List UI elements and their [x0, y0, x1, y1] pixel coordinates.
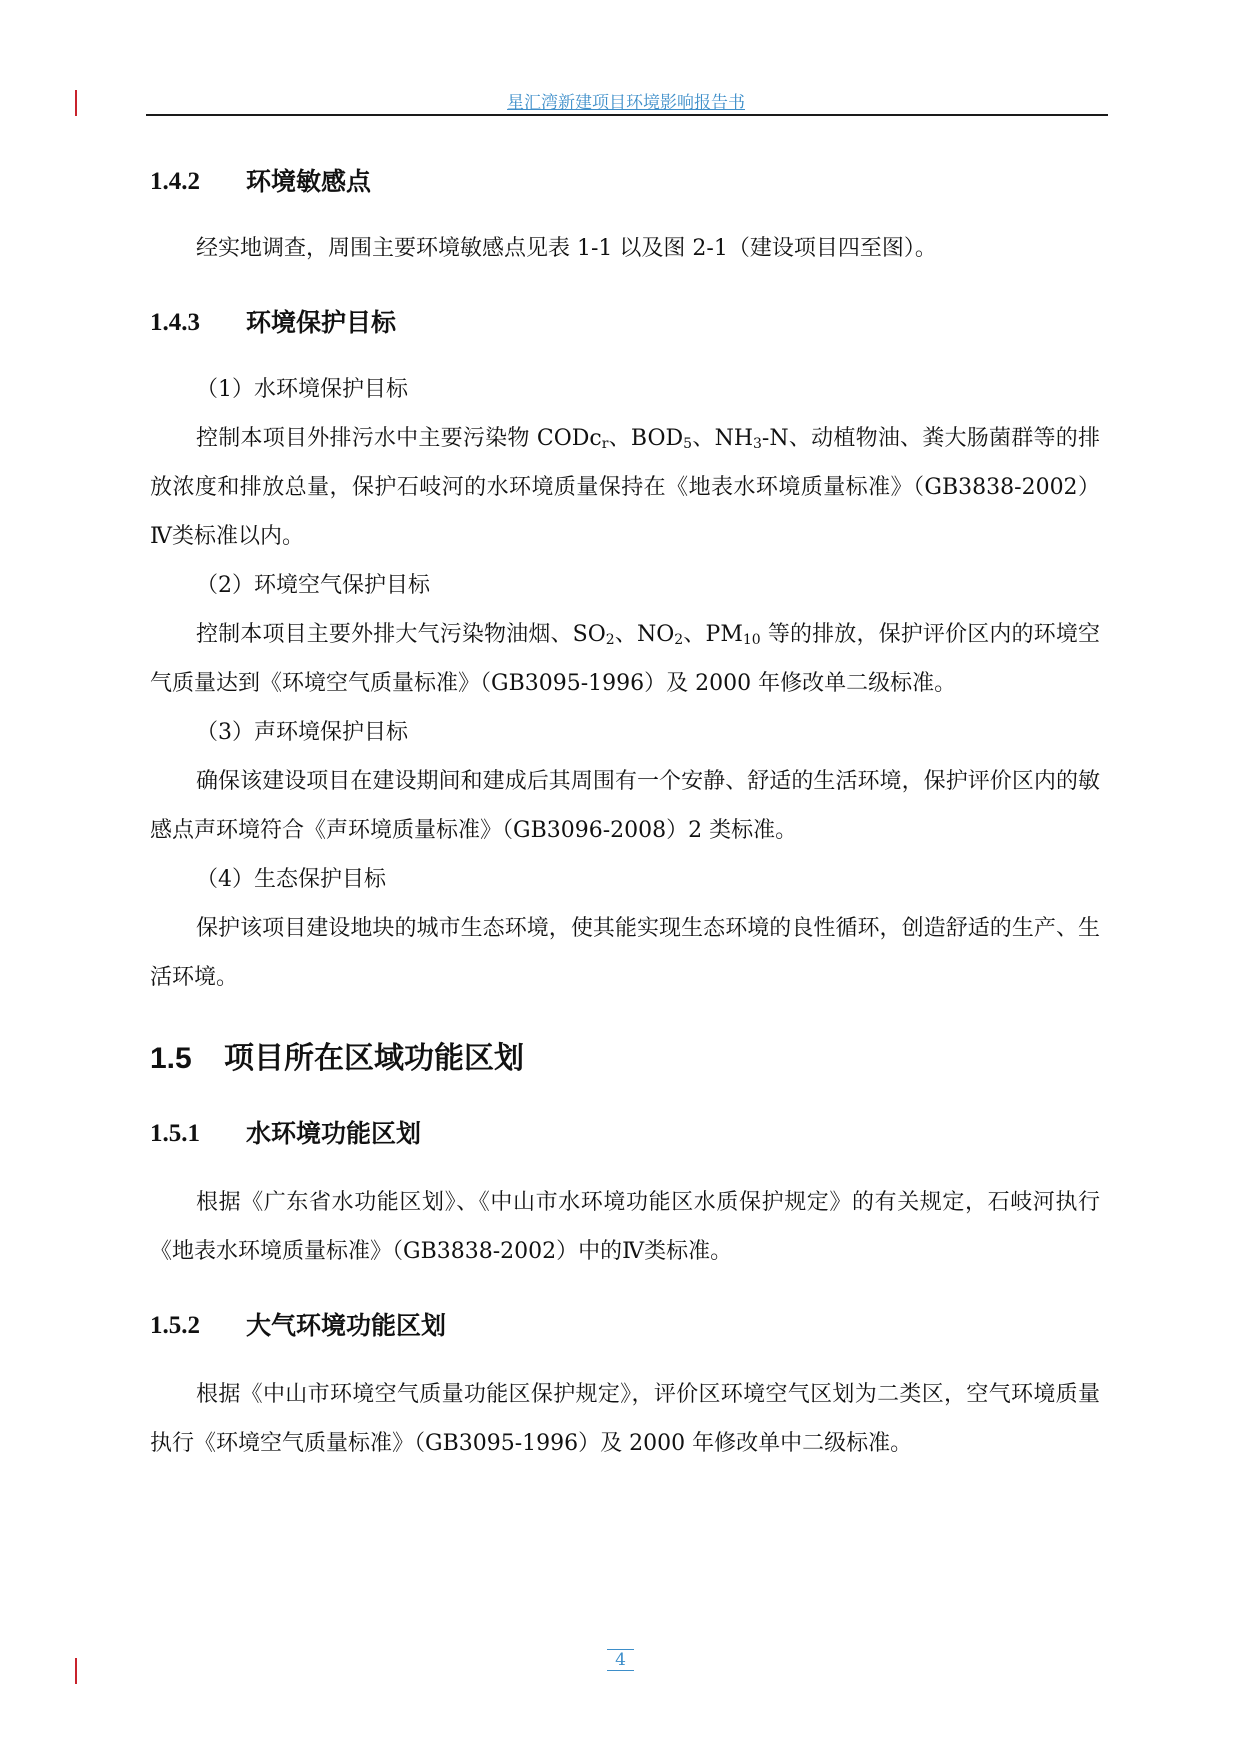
- paragraph-noise: 确保该建设项目在建设期间和建成后其周围有一个安静、舒适的生活环境，保护评价区内的敏感点声环境符合《声环境质量标准》（GB3096-2008）2 类标准。: [150, 769, 1100, 843]
- heading-title: 环境敏感点: [246, 167, 372, 196]
- heading-number: 1.4.2: [150, 168, 200, 195]
- heading-1-5: [150, 1024, 1100, 1094]
- paragraph-water-zoning: 根据《广东省水功能区划》、《中山市水环境功能区水质保护规定》的有关规定，石岐河执行《地表水环境质量标准》（GB3838-2002）中的Ⅳ类标准。: [150, 1190, 1100, 1264]
- heading-title: 大气环境功能区划: [246, 1311, 447, 1340]
- subheading-air: （2）环境空气保护目标: [196, 573, 430, 598]
- heading-title: 项目所在区域功能区划: [224, 1041, 524, 1076]
- page-body: [150, 150, 1100, 1468]
- crop-mark-top: [75, 90, 77, 116]
- heading-title: 水环境功能区划: [246, 1119, 422, 1148]
- running-header: 星汇湾新建项目环境影响报告书: [507, 93, 745, 113]
- heading-number: 1.5.2: [150, 1312, 200, 1339]
- paragraph-air-zoning: 根据《中山市环境空气质量功能区保护规定》，评价区环境空气区划为二类区，空气环境质量执行《环境空气质量标准》（GB3095-1996）及 2000 年修改单中二级标准。: [150, 1382, 1100, 1456]
- heading-1-4-2: [150, 150, 1100, 214]
- heading-number: 1.4.3: [150, 309, 200, 336]
- heading-title: 环境保护目标: [246, 308, 397, 337]
- heading-1-4-3: [150, 291, 1100, 355]
- heading-number: 1.5.1: [150, 1120, 200, 1147]
- heading-1-5-1: [150, 1102, 1100, 1166]
- heading-number: 1.5: [150, 1042, 192, 1075]
- paragraph: 经实地调查，周围主要环境敏感点见表 1-1 以及图 2-1（建设项目四至图）。: [196, 236, 937, 261]
- paragraph-air: 控制本项目主要外排大气污染物油烟、$SO_2$、$NO_2$、$PM_{10}$ 等的排放，保护评价区内的环境空气质量达到《环境空气质量标准》（GB3095-1996）及 2000 年修改单二级标准。: [150, 622, 1100, 696]
- subheading-ecology: （4）生态保护目标: [196, 867, 386, 892]
- heading-1-5-2: [150, 1294, 1100, 1358]
- subheading-noise: （3）声环境保护目标: [196, 720, 408, 745]
- page-number: 4: [0, 1650, 1241, 1670]
- header-rule: [146, 114, 1108, 116]
- subheading-water: （1）水环境保护目标: [196, 377, 408, 402]
- paragraph-ecology: 保护该项目建设地块的城市生态环境，使其能实现生态环境的良性循环，创造舒适的生产、生活环境。: [150, 916, 1100, 990]
- paragraph-water: 控制本项目外排污水中主要污染物 CODc$_r$、$BOD_5$、$NH_3-N$、动植物油、粪大肠菌群等的排放浓度和排放总量，保护石岐河的水环境质量保持在《地表水环境质量标准》（GB3838-2002）Ⅳ类标准以内。: [150, 426, 1100, 549]
